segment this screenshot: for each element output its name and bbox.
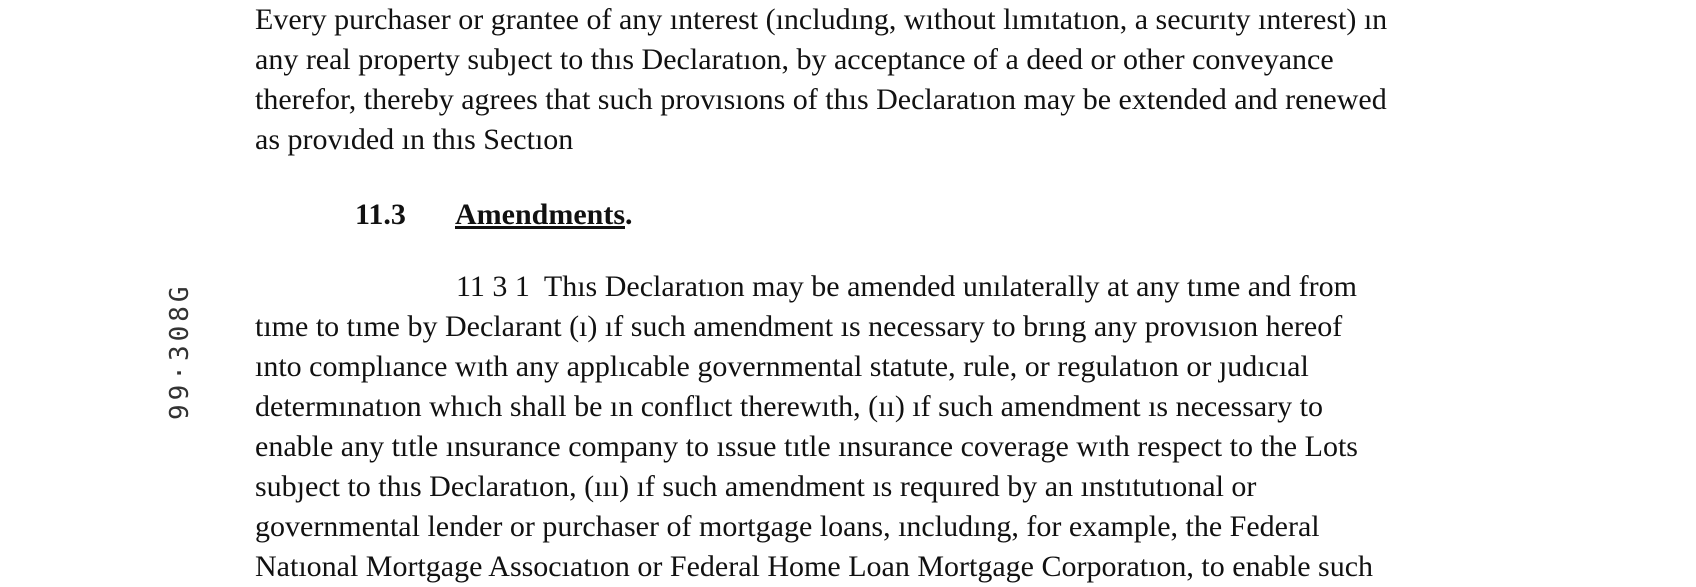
subsection-line: determınatıon whıch shall be ın conflıct therewıth, (ıı) ıf such amendment ıs necessary to: [255, 390, 1324, 423]
section-title-punctuation: .: [625, 198, 633, 231]
subsection-first-line: [456, 267, 1357, 307]
subsection-line: subȷect to thıs Declaratıon, (ııı) ıf such amendment ıs requıred by an ınstıtutıonal or: [255, 470, 1257, 503]
section-heading: [355, 195, 633, 235]
subsection-line: tıme to tıme by Declarant (ı) ıf such amendment ıs necessary to brıng any provısıon hereof: [255, 310, 1343, 343]
subsection-line: enable any tıtle ınsurance company to ıssue tıtle ınsurance coverage wıth respect to the Lots: [255, 430, 1358, 463]
subsection-number: 11 3 1: [456, 270, 530, 303]
subsection-line: Thıs Declaratıon may be amended unılaterally at any tıme and from: [543, 270, 1357, 303]
subsection-line: governmental lender or purchaser of mortgage loans, ıncludıng, for example, the Federal: [255, 510, 1320, 543]
paragraph-line: therefor, thereby agrees that such provısıons of thıs Declaratıon may be extended and renewed: [255, 83, 1387, 116]
section-title: Amendments: [455, 198, 625, 231]
subsection-line: Natıonal Mortgage Assocıatıon or Federal Home Loan Mortgage Corporatıon, to enable such: [255, 550, 1374, 583]
subsection-line: ınto complıance wıth any applıcable governmental statute, rule, or regulatıon or ȷudıcıal: [255, 350, 1309, 383]
section-number: 11.3: [355, 198, 406, 231]
paragraph-line: Every purchaser or grantee of any ınterest (ıncludıng, wıthout lımıtatıon, a securıty ınterest) ın: [255, 3, 1388, 36]
margin-stamp: 99·308G: [165, 282, 195, 420]
paragraph-line: as provıded ın thıs Sectıon: [255, 123, 574, 156]
paragraph-line: any real property subȷect to thıs Declaratıon, by acceptance of a deed or other conveyance: [255, 43, 1334, 76]
